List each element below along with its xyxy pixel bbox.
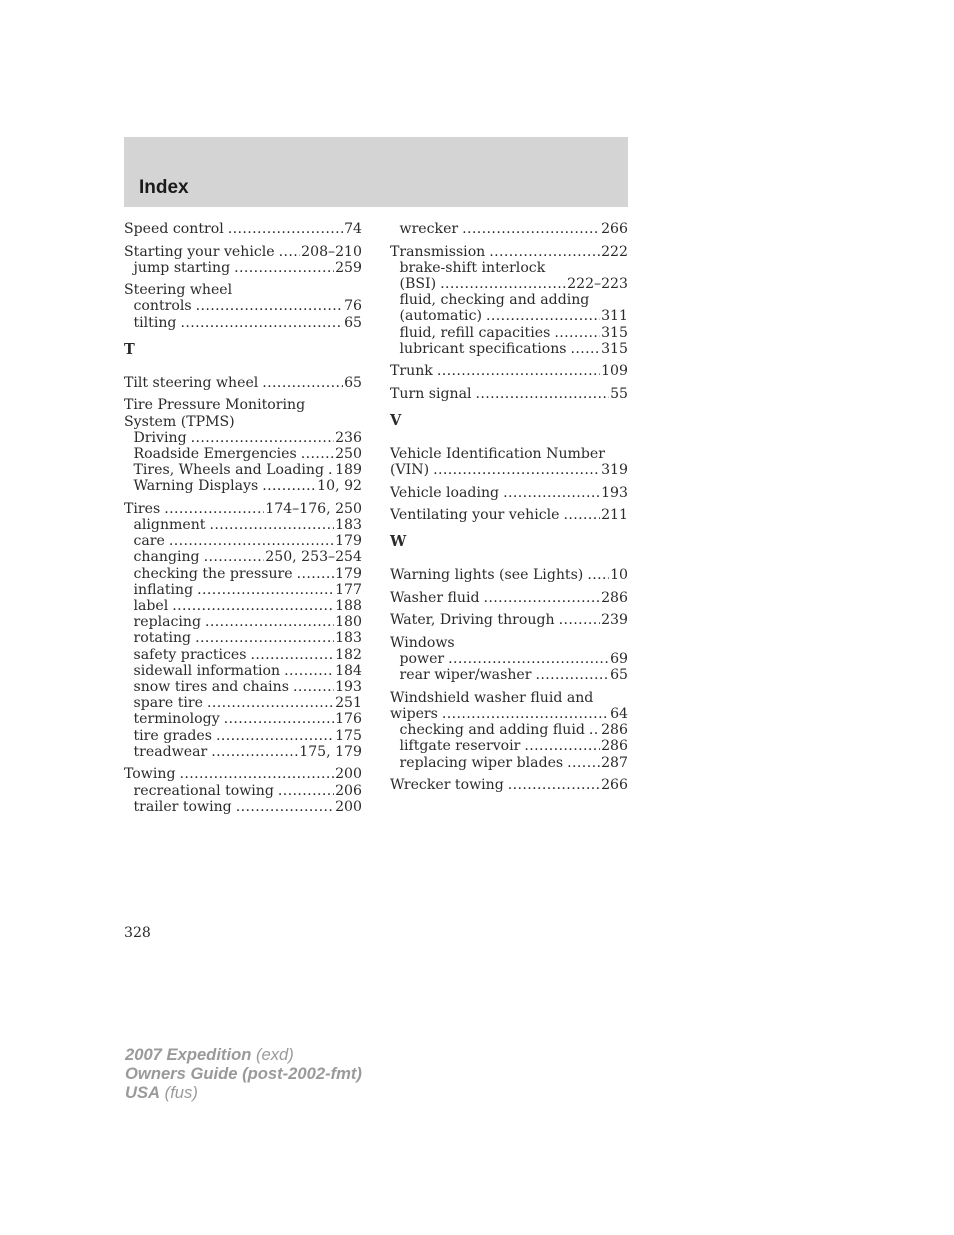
page-ref: 55: [610, 385, 628, 402]
index-entry-line: [124, 221, 362, 237]
index-entry-line: [390, 446, 628, 462]
index-entry-line: [390, 386, 628, 402]
entry-text: snow tires and chains: [133, 679, 289, 696]
index-subentry: [124, 614, 362, 630]
index-entry-line: [390, 507, 628, 523]
index-entry: [124, 375, 362, 391]
index-subentry: [390, 667, 628, 683]
page-ref: 64: [610, 705, 628, 722]
page-ref: 180: [335, 614, 362, 631]
page-ref: 10: [610, 567, 628, 584]
page-ref: 236: [335, 429, 362, 446]
index-subentry: [124, 566, 362, 582]
entry-text: inflating: [133, 581, 194, 598]
page-ref: 311: [601, 308, 628, 325]
entry-text: power: [399, 651, 445, 668]
index-column-left: [124, 221, 362, 821]
index-header-band: [124, 137, 628, 207]
entry-text: wipers: [390, 705, 438, 722]
entry-text: treadwear: [133, 743, 208, 760]
index-entry: [124, 221, 362, 237]
page-ref: 208–210: [301, 243, 362, 260]
dot-leader: [211, 744, 298, 760]
dot-leader: [191, 430, 334, 446]
dot-leader: [476, 386, 610, 402]
page-ref: 286: [601, 589, 628, 606]
dot-leader: [437, 363, 600, 379]
page-ref: 175, 179: [299, 743, 362, 760]
entry-text: changing: [133, 549, 200, 566]
index-subentry: [390, 276, 628, 292]
document-footer: [125, 1046, 362, 1102]
page-ref: 222–223: [567, 275, 628, 292]
index-subentry: [124, 298, 362, 314]
entry-text: Warning lights (see Lights): [390, 567, 584, 584]
index-entry-line: [124, 414, 362, 430]
page-ref: 65: [610, 667, 628, 684]
footer-line-3: [125, 1084, 362, 1103]
page-ref: 182: [335, 646, 362, 663]
index-entry: [390, 507, 628, 523]
index-subentry: [124, 728, 362, 744]
dot-leader: [279, 244, 301, 260]
dot-leader: [589, 722, 600, 738]
page-ref: 176: [335, 711, 362, 728]
page-ref: 206: [335, 782, 362, 799]
page-ref: 250: [335, 445, 362, 462]
dot-leader: [503, 485, 600, 501]
footer-market: USA: [125, 1082, 161, 1102]
index-entry: [390, 567, 628, 583]
entry-text: fluid, refill capacities: [399, 324, 551, 341]
index-entry-line: [390, 612, 628, 628]
page-ref: 65: [344, 314, 362, 331]
index-subentry: [390, 292, 628, 308]
dot-leader: [224, 711, 334, 727]
index-entry-line: [390, 690, 628, 706]
index-subentry: [124, 533, 362, 549]
entry-text: Water, Driving through: [390, 612, 555, 629]
entry-text: care: [133, 533, 165, 550]
page-ref: 193: [601, 484, 628, 501]
index-entry: [390, 690, 628, 771]
index-subentry: [124, 549, 362, 565]
dot-leader: [554, 325, 600, 341]
dot-leader: [197, 582, 334, 598]
index-entry: [390, 590, 628, 606]
dot-leader: [228, 221, 343, 237]
entry-text: label: [133, 598, 169, 615]
index-entry-line: [124, 766, 362, 782]
page-ref: 109: [601, 363, 628, 380]
page-ref: 183: [335, 630, 362, 647]
entry-text: Tilt steering wheel: [124, 374, 259, 391]
dot-leader: [535, 667, 609, 683]
dot-leader: [587, 567, 609, 583]
index-subentry: [390, 221, 628, 237]
dot-leader: [433, 462, 600, 478]
page-ref: 10, 92: [317, 478, 362, 495]
entry-text: Tire Pressure Monitoring: [124, 397, 306, 414]
dot-leader: [297, 566, 334, 582]
index-subentry: [124, 517, 362, 533]
page-ref: 193: [335, 679, 362, 696]
page-ref: 319: [601, 462, 628, 479]
index-subentry: [124, 462, 362, 478]
page-ref: 179: [335, 565, 362, 582]
index-subentry: [124, 598, 362, 614]
dot-leader: [486, 308, 600, 324]
page-ref: 200: [335, 798, 362, 815]
entry-text: Vehicle Identification Number: [390, 445, 605, 462]
index-subentry: [124, 478, 362, 494]
index-subentry: [390, 651, 628, 667]
index-entry-line: [124, 397, 362, 413]
page-ref: 175: [335, 727, 362, 744]
page-title: Index: [139, 177, 189, 198]
section-letter: W: [390, 533, 407, 551]
dot-leader: [207, 695, 334, 711]
page-ref: 177: [335, 581, 362, 598]
entry-text: (BSI): [399, 275, 437, 292]
index-subentry: [124, 663, 362, 679]
page-ref: 259: [335, 259, 362, 276]
index-entry: [390, 221, 628, 237]
dot-leader: [293, 679, 334, 695]
index-entry-line: [390, 363, 628, 379]
entry-text: alignment: [133, 517, 206, 534]
dot-leader: [216, 728, 334, 744]
index-entry: [390, 386, 628, 402]
entry-text: Warning Displays: [133, 478, 259, 495]
dot-leader: [448, 651, 609, 667]
entry-text: rotating: [133, 630, 192, 647]
dot-leader: [484, 590, 601, 606]
entry-text: Towing: [124, 766, 176, 783]
entry-text: System (TPMS): [124, 413, 235, 430]
dot-leader: [164, 501, 264, 517]
dot-leader: [440, 276, 566, 292]
index-subentry: [124, 695, 362, 711]
entry-text: Steering wheel: [124, 282, 233, 299]
dot-leader: [204, 549, 265, 565]
dot-leader: [489, 244, 600, 260]
index-subentry: [124, 260, 362, 276]
footer-line-1: [125, 1046, 362, 1065]
dot-leader: [508, 777, 600, 793]
page-ref: 251: [335, 695, 362, 712]
dot-leader: [262, 478, 316, 494]
page-ref: 222: [601, 243, 628, 260]
index-entry-line: [390, 567, 628, 583]
entry-text: Tires: [124, 500, 161, 517]
index-entry: [124, 766, 362, 815]
page-ref: 189: [335, 462, 362, 479]
index-subentry: [124, 446, 362, 462]
dot-leader: [172, 598, 334, 614]
section-letter: T: [124, 340, 135, 358]
entry-text: Transmission: [390, 243, 486, 260]
entry-text: checking and adding fluid: [399, 722, 585, 739]
page-ref: 239: [601, 612, 628, 629]
index-entry-line: [390, 462, 628, 478]
entry-text: tire grades: [133, 727, 212, 744]
index-subentry: [124, 711, 362, 727]
index-column-right: [390, 221, 628, 800]
index-entry: [390, 485, 628, 501]
dot-leader: [196, 298, 343, 314]
index-entry-line: [124, 244, 362, 260]
index-entry-line: [124, 375, 362, 391]
index-entry-line: [390, 635, 628, 651]
dot-leader: [234, 260, 334, 276]
dot-leader: [205, 614, 334, 630]
index-entry-line: [124, 282, 362, 298]
entry-text: Washer fluid: [390, 589, 480, 606]
entry-text: Ventilating your vehicle: [390, 507, 560, 524]
index-subentry: [390, 308, 628, 324]
page-ref: 266: [601, 221, 628, 237]
page-ref: 179: [335, 533, 362, 550]
entry-text: rear wiper/washer: [399, 667, 532, 684]
index-subentry: [390, 755, 628, 771]
index-entry-line: [390, 706, 628, 722]
index-subentry: [124, 647, 362, 663]
entry-text: lubricant specifications: [399, 340, 567, 357]
index-subentry: [390, 341, 628, 357]
index-subentry: [390, 260, 628, 276]
page-ref: 266: [601, 777, 628, 794]
entry-text: wrecker: [399, 221, 459, 237]
entry-text: safety practices: [133, 646, 247, 663]
entry-text: Wrecker towing: [390, 777, 504, 794]
index-subentry: [124, 430, 362, 446]
entry-text: controls: [133, 298, 192, 315]
dot-leader: [251, 647, 335, 663]
footer-guide: Owners Guide (post-2002-fmt): [125, 1063, 362, 1083]
page-ref: 188: [335, 598, 362, 615]
index-subentry: [124, 783, 362, 799]
entry-text: terminology: [133, 711, 220, 728]
page-ref: 174–176, 250: [265, 500, 362, 517]
entry-text: liftgate reservoir: [399, 738, 521, 755]
index-entry: [390, 635, 628, 684]
page-ref: 65: [344, 374, 362, 391]
entry-text: fluid, checking and adding: [399, 292, 590, 309]
dot-leader: [571, 341, 601, 357]
dot-leader: [567, 755, 600, 771]
dot-leader: [180, 315, 343, 331]
entry-text: replacing wiper blades: [399, 754, 564, 771]
dot-leader: [195, 630, 334, 646]
entry-text: trailer towing: [133, 798, 232, 815]
index-entry: [390, 363, 628, 379]
dot-leader: [442, 706, 609, 722]
entry-text: Trunk: [390, 363, 433, 380]
page-ref: 184: [335, 662, 362, 679]
index-subentry: [390, 738, 628, 754]
page-ref: 183: [335, 517, 362, 534]
entry-text: Vehicle loading: [390, 484, 500, 501]
footer-model-code: (exd): [255, 1045, 294, 1064]
section-letter: V: [390, 411, 402, 429]
page-number: 328: [124, 925, 151, 941]
index-entry-line: [390, 485, 628, 501]
entry-text: Turn signal: [390, 385, 472, 402]
dot-leader: [328, 462, 334, 478]
index-entry-line: [390, 777, 628, 793]
dot-leader: [179, 766, 334, 782]
dot-leader: [262, 375, 343, 391]
index-entry: [124, 244, 362, 276]
index-entry: [124, 282, 362, 331]
footer-model: 2007 Expedition: [125, 1045, 252, 1064]
dot-leader: [236, 799, 334, 815]
index-entry: [390, 446, 628, 478]
dot-leader: [524, 738, 600, 754]
index-subentry: [124, 799, 362, 815]
entry-text: (automatic): [399, 308, 482, 325]
page-ref: 200: [335, 766, 362, 783]
entry-text: Windshield washer fluid and: [390, 689, 594, 706]
index-subentry: [124, 315, 362, 331]
index-subentry: [124, 744, 362, 760]
dot-leader: [169, 533, 334, 549]
entry-text: recreational towing: [133, 782, 274, 799]
index-entry: [390, 777, 628, 793]
page-ref: 286: [601, 738, 628, 755]
index-subentry: [390, 325, 628, 341]
footer-market-code: (fus): [164, 1082, 198, 1102]
entry-text: jump starting: [133, 259, 231, 276]
page-ref: 74: [344, 221, 362, 237]
entry-text: spare tire: [133, 695, 203, 712]
index-subentry: [124, 582, 362, 598]
entry-text: tilting: [133, 314, 177, 331]
index-entry: [390, 612, 628, 628]
dot-leader: [209, 517, 334, 533]
entry-text: (VIN): [390, 462, 430, 479]
page-ref: 287: [601, 754, 628, 771]
entry-text: Driving: [133, 429, 187, 446]
dot-leader: [284, 663, 334, 679]
index-entry-line: [390, 590, 628, 606]
dot-leader: [278, 783, 334, 799]
page-ref: 315: [601, 340, 628, 357]
entry-text: brake-shift interlock: [399, 259, 546, 276]
page-ref: 286: [601, 722, 628, 739]
entry-text: Roadside Emergencies: [133, 445, 297, 462]
dot-leader: [301, 446, 334, 462]
footer-line-2: [125, 1065, 362, 1084]
index-entry: [124, 397, 362, 494]
entry-text: Windows: [390, 634, 455, 651]
page-ref: 211: [601, 507, 628, 524]
index-entry: [390, 244, 628, 357]
entry-text: Speed control: [124, 221, 224, 237]
page-ref: 76: [344, 298, 362, 315]
dot-leader: [564, 507, 601, 523]
index-subentry: [390, 722, 628, 738]
index-entry-line: [390, 244, 628, 260]
page-ref: 250, 253–254: [265, 549, 362, 566]
index-entry-line: [124, 501, 362, 517]
page-ref: 315: [601, 324, 628, 341]
entry-text: sidewall information: [133, 662, 281, 679]
page-ref: 69: [610, 651, 628, 668]
index-entry: [124, 501, 362, 760]
dot-leader: [559, 612, 601, 628]
entry-text: Starting your vehicle: [124, 243, 275, 260]
dot-leader: [462, 221, 600, 237]
index-subentry: [124, 630, 362, 646]
entry-text: replacing: [133, 614, 202, 631]
entry-text: checking the pressure: [133, 565, 293, 582]
index-subentry: [124, 679, 362, 695]
entry-text: Tires, Wheels and Loading: [133, 462, 324, 479]
